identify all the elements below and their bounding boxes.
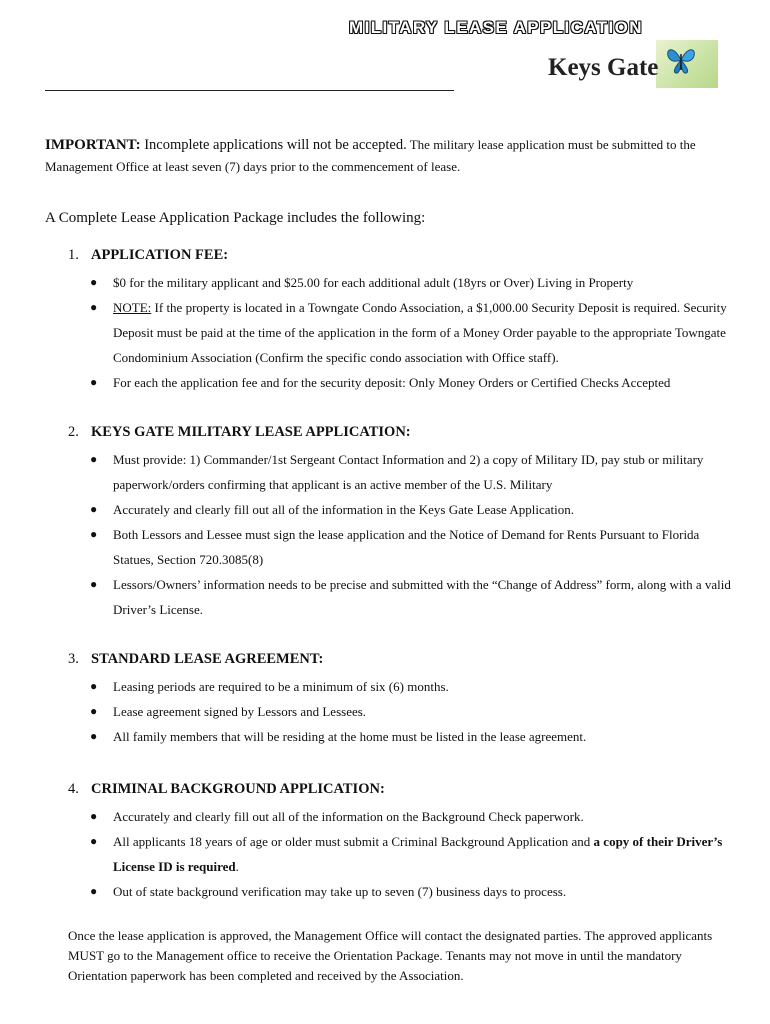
important-notice: [45, 134, 735, 177]
section-application-fee: [68, 244, 738, 395]
important-text: The military lease application must be submitted to the Management Office at least seven (7) days prior to the commencement of lease.: [45, 137, 696, 174]
list-item: ● Lessors/Owners’ information needs to be precise and submitted with the “Change of Address” form, along with a valid Driver’s License.: [68, 572, 738, 622]
list-item: ● Lease agreement signed by Lessors and Lessees.: [68, 699, 738, 724]
logo-text: Keys Gate: [548, 54, 659, 81]
bullet-icon: ●: [90, 375, 98, 389]
list-item: ● For each the application fee and for the security deposit: Only Money Orders or Certified Checks Accepted: [68, 370, 738, 395]
important-label: IMPORTANT:: [45, 137, 141, 153]
bullet-icon: ●: [90, 704, 98, 718]
note-label: NOTE:: [113, 300, 152, 315]
list-item: ● Out of state background verification may take up to seven (7) business days to process.: [68, 879, 738, 904]
list-item: ● Accurately and clearly fill out all of the information on the Background Check paperwork.: [68, 804, 738, 829]
important-lead-text: Incomplete applications will not be accepted.: [140, 137, 407, 153]
bullet-icon: ●: [90, 884, 98, 898]
closing-paragraph: Once the lease application is approved, the Management Office will contact the designated parties. The approved applicants MUST go to the Management office to receive the Orientation Package. Tenants may not move in until the mandatory Orientation paperwork has been completed and received by the Association.: [68, 928, 713, 983]
bullet-icon: ●: [90, 502, 98, 516]
keys-gate-logo: [546, 40, 718, 88]
section-number: 3.: [68, 651, 79, 667]
list-item: ● Leasing periods are required to be a minimum of six (6) months.: [68, 674, 738, 699]
bullet-icon: ●: [90, 729, 98, 743]
section-lease-application: [68, 421, 738, 622]
bullet-icon: ●: [90, 527, 98, 541]
signature-line: [45, 90, 454, 91]
list-item: ● NOTE: If the property is located in a Towngate Condo Association, a $1,000.00 Security Deposit is required. Security Deposit must be paid at the time of the application in the form of a Money Order payable to the appropriate Towngate Condominium Association (Confirm the specific condo association with Office staff).: [68, 295, 738, 370]
bullet-icon: ●: [90, 300, 98, 314]
list-item: ● Both Lessors and Lessee must sign the lease application and the Notice of Demand for Rents Pursuant to Florida Statues, Section 720.3085(8): [68, 522, 738, 572]
section-number: 2.: [68, 424, 79, 440]
section-lease-agreement: [68, 648, 738, 749]
bullet-icon: ●: [90, 275, 98, 289]
section-background-application: [68, 778, 738, 904]
bullet-icon: ●: [90, 809, 98, 823]
bullet-icon: ●: [90, 577, 98, 591]
bullet-icon: ●: [90, 834, 98, 848]
list-item: ● Accurately and clearly fill out all of the information in the Keys Gate Lease Application.: [68, 497, 738, 522]
section-title: APPLICATION FEE:: [91, 247, 229, 263]
list-item: ● $0 for the military applicant and $25.00 for each additional adult (18yrs or Over) Living in Property: [68, 270, 738, 295]
butterfly-icon: [664, 44, 698, 76]
section-title: KEYS GATE MILITARY LEASE APPLICATION:: [91, 424, 411, 440]
bullet-icon: ●: [90, 452, 98, 466]
package-heading: A Complete Lease Application Package includes the following:: [45, 210, 426, 226]
bullet-icon: ●: [90, 679, 98, 693]
page-title: MILITARY LEASE APPLICATION: [349, 18, 643, 37]
section-title: CRIMINAL BACKGROUND APPLICATION:: [91, 781, 385, 797]
section-number: 1.: [68, 247, 79, 263]
list-item: ● All family members that will be residing at the home must be listed in the lease agreement.: [68, 724, 738, 749]
section-number: 4.: [68, 781, 79, 797]
list-item: ● Must provide: 1) Commander/1st Sergeant Contact Information and 2) a copy of Military ID, pay stub or military paperwork/orders confirming that applicant is an active member of the U.S. Military: [68, 447, 738, 497]
list-item: ● All applicants 18 years of age or older must submit a Criminal Background Application and a copy of their Driver’s License ID is required.: [68, 829, 738, 879]
section-title: STANDARD LEASE AGREEMENT:: [91, 651, 324, 667]
